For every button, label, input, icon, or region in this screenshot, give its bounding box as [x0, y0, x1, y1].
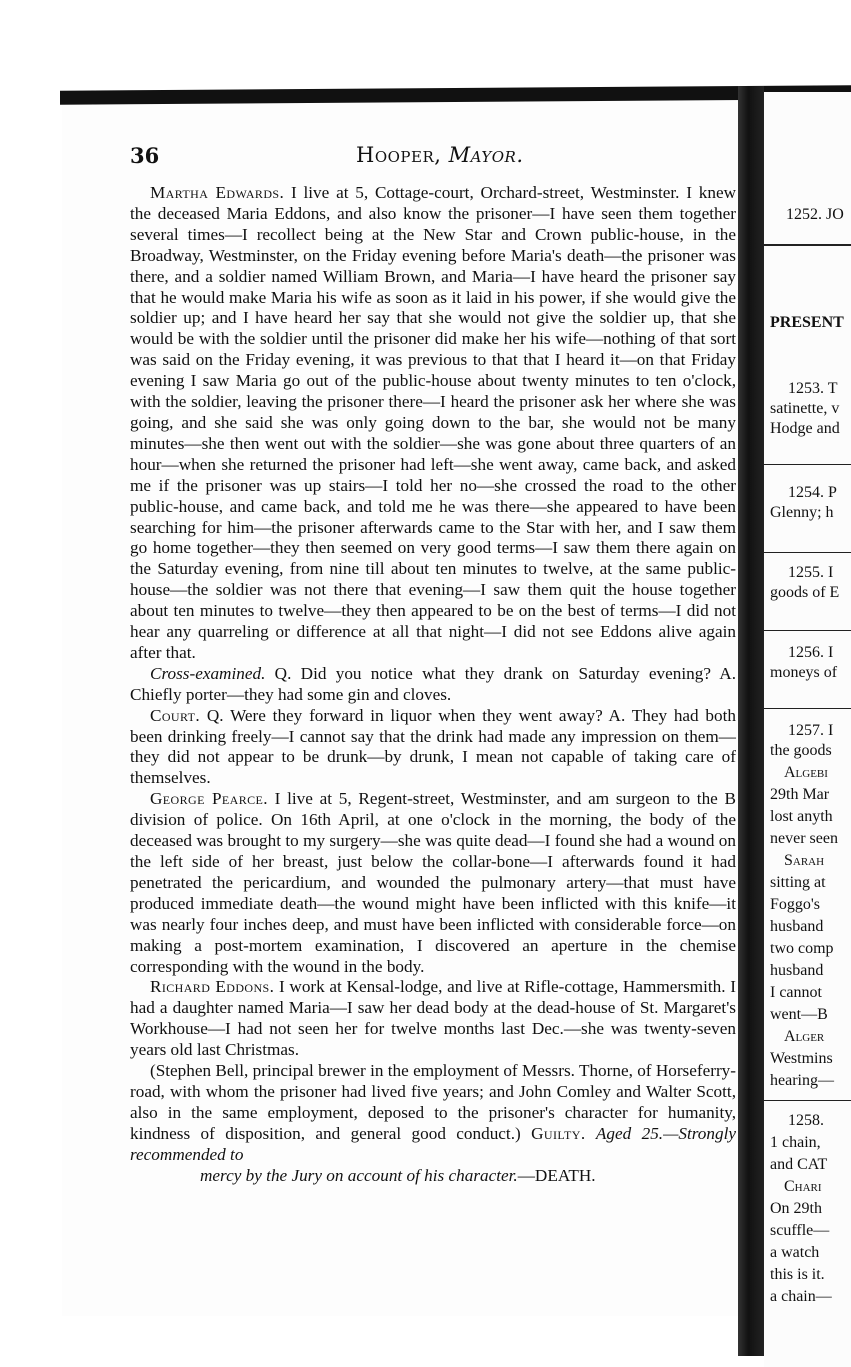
right-page-line: sitting at [770, 874, 826, 891]
right-page-line: On 29th [770, 1200, 822, 1217]
right-page-line: Westmins [770, 1050, 833, 1067]
right-page-line: I cannot [770, 984, 822, 1001]
right-page-line: moneys of [770, 664, 838, 681]
court-label: Court. [150, 705, 201, 725]
character-witnesses-paragraph [130, 1061, 736, 1166]
right-page-line: a watch [770, 1244, 820, 1261]
right-page-line: hearing— [770, 1072, 834, 1089]
right-page-line: this is it. [770, 1266, 825, 1283]
testimony-paragraph [130, 183, 736, 664]
verdict-sentence: —DEATH. [517, 1165, 596, 1185]
testimony-paragraph [130, 977, 736, 1061]
running-head [356, 143, 524, 167]
right-page-rule [764, 464, 851, 465]
right-page-line: Foggo's [770, 896, 821, 913]
witness-name: George Pearce. [150, 789, 268, 809]
running-head-title: Mayor. [448, 143, 524, 167]
right-page-line: 1254. P [788, 484, 837, 501]
right-page-line: a chain— [770, 1288, 832, 1305]
trial-text [130, 183, 736, 1187]
right-page-line: the goods [770, 742, 832, 759]
right-page-line: Glenny; h [770, 504, 834, 521]
testimony-text: Q. Did you notice what they drank on Saturday evening? A. Chiefly porter—they had some gin and cloves. [130, 663, 736, 704]
right-page-line: goods of E [770, 584, 840, 601]
testimony-text: I live at 5, Regent-street, Westminster, and am surgeon to the B division of police. On 16th April, at one o'clock in the morning, the body of the deceased was brought to my surgery—she was quite dead—I found she had a wound on the left side of her breast, just below the collar-bone—I afterwards found it had penetrated the pericardium, and wounded the pulmonary artery—that must have produced immediate death—the wound might have been inflicted with this knife—it was nearly four inches deep, and must have been inflicted with considerable force—on making a post-mortem examination, I discovered an aperture in the chemise corresponding with the wound in the body. [130, 789, 736, 976]
right-page-line: never seen [770, 830, 838, 847]
right-page-rule [764, 630, 851, 631]
right-page-line: Algebi [784, 764, 828, 781]
right-page-line: Alger [784, 1028, 825, 1045]
running-head-name: Hooper, [356, 143, 442, 167]
right-page-line: 1257. I [788, 722, 834, 739]
testimony-text: I work at Kensal-lodge, and live at Rifle-cottage, Hammersmith. I had a daughter named Maria—I saw her dead body at the dead-house of St. Margaret's Workhouse—I had not seen her for twelve months last Dec.—she was twenty-seven years old last Christmas. [130, 977, 736, 1060]
testimony-paragraph [130, 664, 736, 706]
testimony-text: (Stephen Bell, principal brewer in the employment of Messrs. Thorne, of Horseferry-road, with whom the prisoner had lived five years; and John Comley and Walter Scott, also in the same employment, deposed to the prisoner's character for humanity, kindness of disposition, and general good conduct.) [130, 1061, 736, 1143]
testimony-text: Q. Were they forward in liquor when they went away? A. They had both been drinking freely—I cannot say that the drink had made any impression on them—they did not appear to be drunk—by drunk, I mean not capable of taking care of themselves. [130, 705, 736, 788]
right-page-line: husband [770, 918, 824, 935]
right-page-fragment [764, 92, 851, 1367]
witness-name: Martha Edwards. [150, 183, 285, 202]
right-page-line: 1256. I [788, 644, 834, 661]
verdict-age: Aged 25.—Strongly recommended to [130, 1123, 736, 1164]
verdict-recommendation: mercy by the Jury on account of his character. [200, 1165, 518, 1185]
right-page-line: scuffle— [770, 1222, 830, 1239]
right-page-line: 1255. I [788, 564, 834, 581]
verdict-guilty: Guilty. [531, 1123, 586, 1143]
right-page-line: and CAT [770, 1156, 828, 1173]
right-page-line: 1 chain, [770, 1134, 821, 1151]
cross-examined-label: Cross-examined. [150, 663, 266, 683]
right-page-rule [764, 552, 851, 553]
right-page-line: PRESENT [770, 314, 844, 331]
right-page-line: husband [770, 962, 824, 979]
right-page-line: went—B [770, 1006, 828, 1023]
book-gutter [738, 86, 764, 1356]
right-page-line: satinette, v [770, 400, 840, 417]
right-page-rule [764, 244, 851, 246]
right-page-line: Chari [784, 1178, 822, 1195]
right-page-rule [764, 708, 851, 709]
right-page-line: 1252. JO [786, 206, 844, 223]
right-page-line: Hodge and [770, 420, 840, 437]
right-page-line: Sarah [784, 852, 825, 869]
witness-name: Richard Eddons. [150, 977, 275, 997]
right-page-line: lost anyth [770, 808, 833, 825]
verdict-line [130, 1166, 736, 1187]
right-page-rule [764, 1100, 851, 1101]
right-page-line: 1253. T [788, 380, 838, 397]
right-page-line: 1258. [788, 1112, 824, 1129]
scan-margin [0, 0, 851, 80]
testimony-paragraph [130, 789, 736, 977]
testimony-text: I live at 5, Cottage-court, Orchard-street, Westminster. I knew the deceased Maria Eddons, and also know the prisoner—I have seen them together several times—I recollect being at the New Star and Crown public-house, in the Broadway, Westminster, on the Friday evening before Maria's death—the prisoner was there, and a soldier named William Brown, and Maria—I have heard the prisoner say that he would make Maria his wife as soon as it laid in his power, if she would give the soldier up; and I have heard her say that she would not give the soldier up, that she would be with the soldier until the prisoner did make her his wife—nothing of that sort was said on the Friday evening, it was previous to that that I heard it—on that Friday evening I saw Maria go out of the public-house about twenty minutes to ten o'clock, with the soldier, leaving the prisoner there—I heard the prisoner ask her where she was going, and she said she was only going down to the bar, she would not be many minutes—she then went out with the soldier—she was gone about three quarters of an hour—when she returned the prisoner had left—she went away, came back, and asked me if the prisoner was up stairs—I told her no—she crossed the road to the other public-house, and came back, and told me he was there—she appeared to have been searching for him—the prisoner afterwards came to the Star with her, and I saw them go home together—they then seemed on very good terms—I saw them there again on the Saturday evening, from nine till about ten minutes to twelve, at the same public-house—the soldier was not there that evening—I saw them quit the house together about ten minutes to twelve—they then appeared to be on the best of terms—I did not hear any quarreling or difference at all that night—I did not see Eddons alive again after that. [130, 183, 736, 662]
testimony-paragraph [130, 706, 736, 790]
page-number: 36 [130, 143, 160, 168]
right-page-line: 29th Mar [770, 786, 830, 803]
right-page-line: two comp [770, 940, 834, 957]
